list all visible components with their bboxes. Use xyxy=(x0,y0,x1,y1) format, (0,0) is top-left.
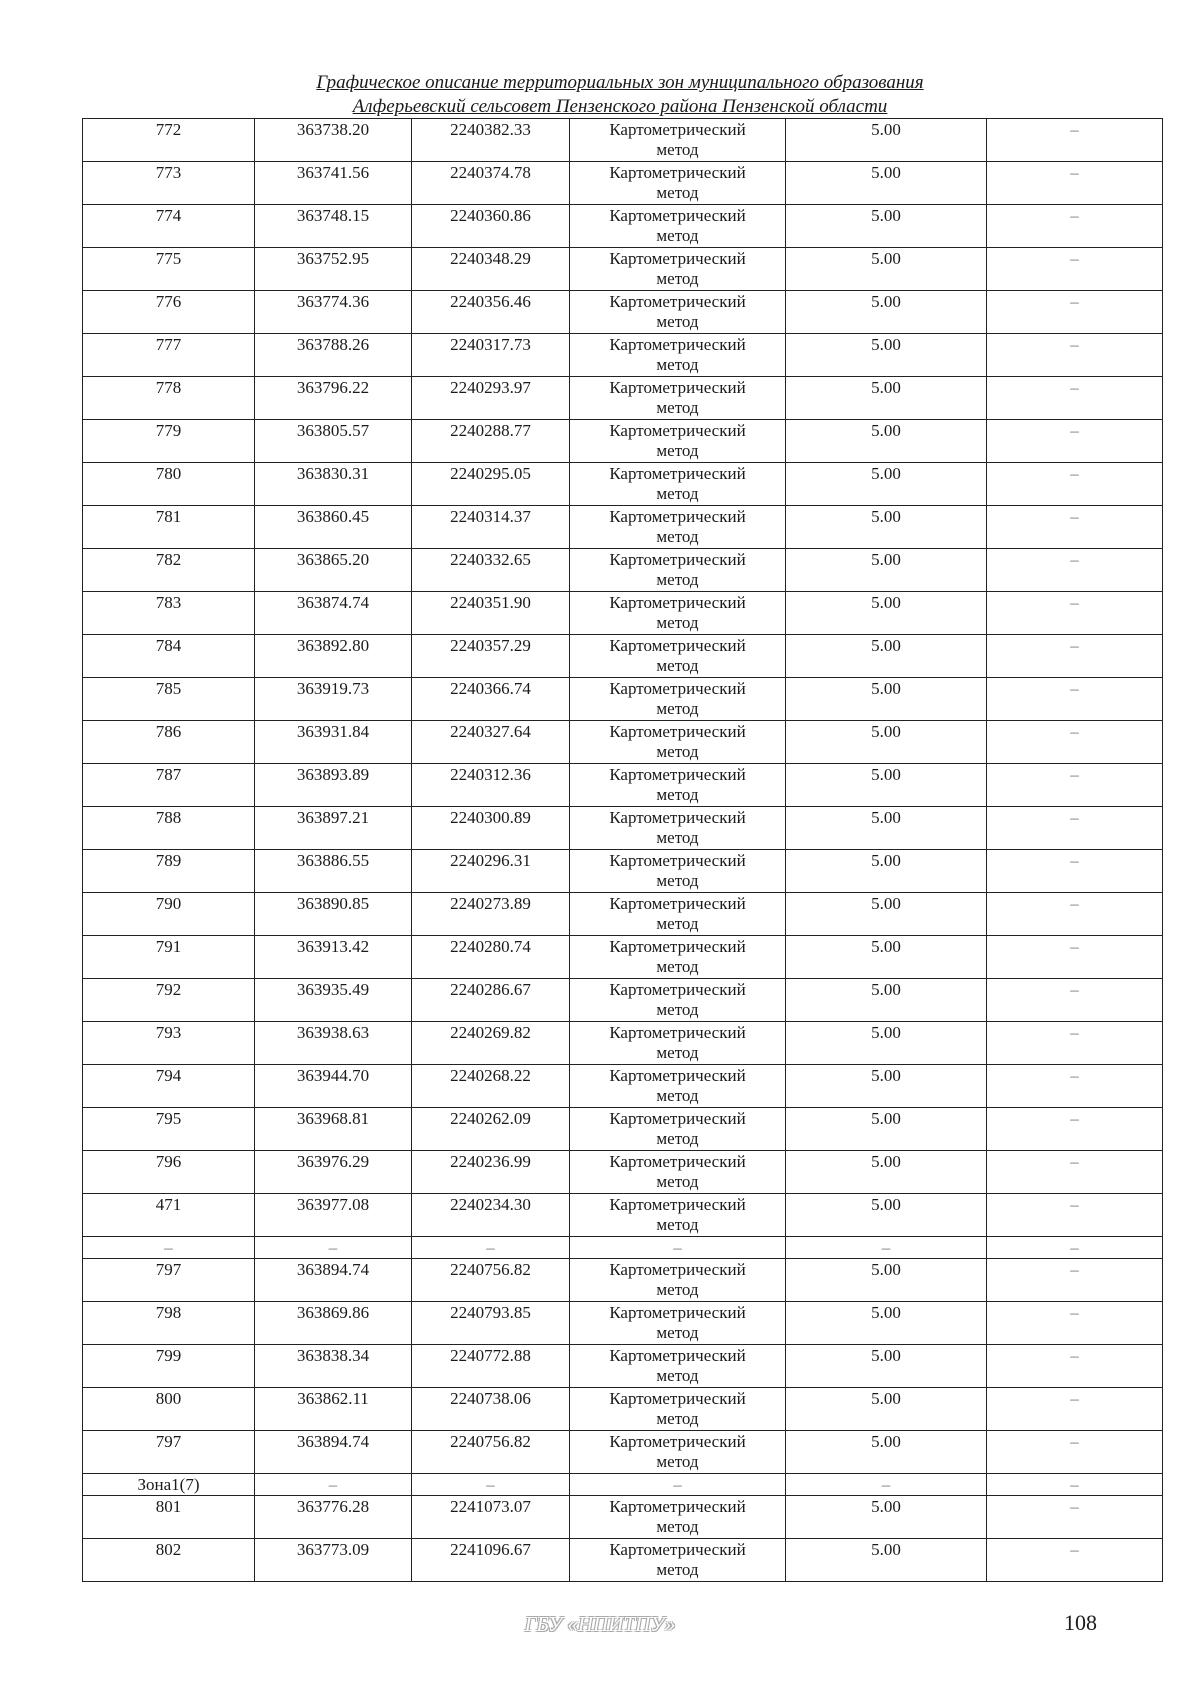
cell-coord-y: 2240317.73 xyxy=(412,334,570,377)
cell-point-number: 786 xyxy=(83,721,255,764)
cell-note: – xyxy=(987,334,1163,377)
cell-point-number: 773 xyxy=(83,162,255,205)
cell-note: – xyxy=(987,678,1163,721)
table-row xyxy=(83,334,1163,377)
cell-note: – xyxy=(987,205,1163,248)
page-number: 108 xyxy=(1064,1610,1097,1635)
cell-accuracy: 5.00 xyxy=(786,506,987,549)
table-row xyxy=(83,721,1163,764)
cell-note: – xyxy=(987,850,1163,893)
cell-coord-x: 363892.80 xyxy=(255,635,412,678)
cell-coord-y: 2240273.89 xyxy=(412,893,570,936)
cell-coord-y: 2240327.64 xyxy=(412,721,570,764)
cell-method: Картометрический метод xyxy=(570,291,786,334)
cell-coord-y: 2240300.89 xyxy=(412,807,570,850)
table-row xyxy=(83,549,1163,592)
cell-coord-y: 2240268.22 xyxy=(412,1065,570,1108)
table-row xyxy=(83,291,1163,334)
cell-coord-x: 363968.81 xyxy=(255,1108,412,1151)
cell-method: Картометрический метод xyxy=(570,1388,786,1431)
cell-note: – xyxy=(987,463,1163,506)
cell-point-number: 777 xyxy=(83,334,255,377)
cell-note: – xyxy=(987,721,1163,764)
cell-coord-x: 363788.26 xyxy=(255,334,412,377)
cell-point-number: 799 xyxy=(83,1345,255,1388)
cell-coord-x: – xyxy=(255,1474,412,1496)
cell-coord-x: 363796.22 xyxy=(255,377,412,420)
cell-coord-x: 363944.70 xyxy=(255,1065,412,1108)
cell-coord-y: 2240356.46 xyxy=(412,291,570,334)
cell-method: Картометрический метод xyxy=(570,721,786,764)
cell-point-number: 776 xyxy=(83,291,255,334)
document-title-line-2: Алферьевский сельсовет Пензенского района Пензенской области xyxy=(352,96,888,117)
cell-note: – xyxy=(987,1108,1163,1151)
cell-note: – xyxy=(987,119,1163,162)
table-row xyxy=(83,162,1163,205)
cell-point-number: Зона1(7) xyxy=(83,1474,255,1496)
cell-point-number: 783 xyxy=(83,592,255,635)
cell-point-number: 774 xyxy=(83,205,255,248)
cell-accuracy: 5.00 xyxy=(786,936,987,979)
cell-method: Картометрический метод xyxy=(570,377,786,420)
cell-note: – xyxy=(987,549,1163,592)
cell-point-number: 801 xyxy=(83,1496,255,1539)
cell-method: Картометрический метод xyxy=(570,119,786,162)
cell-coord-y: 2240360.86 xyxy=(412,205,570,248)
table-row xyxy=(83,1431,1163,1474)
cell-coord-x: 363931.84 xyxy=(255,721,412,764)
cell-note: – xyxy=(987,635,1163,678)
cell-point-number: 795 xyxy=(83,1108,255,1151)
cell-point-number: 790 xyxy=(83,893,255,936)
cell-coord-y: 2240269.82 xyxy=(412,1022,570,1065)
cell-coord-x: 363860.45 xyxy=(255,506,412,549)
cell-coord-x: 363935.49 xyxy=(255,979,412,1022)
cell-method: Картометрический метод xyxy=(570,1065,786,1108)
table-row xyxy=(83,1539,1163,1582)
cell-coord-x: 363893.89 xyxy=(255,764,412,807)
cell-coord-x: 363976.29 xyxy=(255,1151,412,1194)
cell-coord-y: 2240738.06 xyxy=(412,1388,570,1431)
cell-coord-y: 2240382.33 xyxy=(412,119,570,162)
cell-coord-x: 363890.85 xyxy=(255,893,412,936)
cell-method: Картометрический метод xyxy=(570,463,786,506)
cell-coord-y: – xyxy=(412,1237,570,1259)
cell-method: Картометрический метод xyxy=(570,850,786,893)
cell-note: – xyxy=(987,1302,1163,1345)
cell-accuracy: 5.00 xyxy=(786,1539,987,1582)
cell-accuracy: 5.00 xyxy=(786,1259,987,1302)
table-row xyxy=(83,1474,1163,1496)
cell-point-number: 798 xyxy=(83,1302,255,1345)
cell-accuracy: 5.00 xyxy=(786,1388,987,1431)
cell-coord-y: 2240295.05 xyxy=(412,463,570,506)
cell-accuracy: 5.00 xyxy=(786,635,987,678)
cell-accuracy: 5.00 xyxy=(786,248,987,291)
cell-accuracy: 5.00 xyxy=(786,764,987,807)
table-row xyxy=(83,678,1163,721)
cell-coord-y: 2240772.88 xyxy=(412,1345,570,1388)
table-row xyxy=(83,635,1163,678)
cell-coord-y: 2240756.82 xyxy=(412,1259,570,1302)
cell-note: – xyxy=(987,1065,1163,1108)
table-row xyxy=(83,1151,1163,1194)
cell-coord-y: 2240314.37 xyxy=(412,506,570,549)
table-row xyxy=(83,506,1163,549)
table-row xyxy=(83,1302,1163,1345)
cell-point-number: 787 xyxy=(83,764,255,807)
cell-accuracy: 5.00 xyxy=(786,1431,987,1474)
cell-point-number: 789 xyxy=(83,850,255,893)
table-row xyxy=(83,1259,1163,1302)
cell-note: – xyxy=(987,291,1163,334)
table-row xyxy=(83,1237,1163,1259)
cell-note: – xyxy=(987,506,1163,549)
cell-point-number: 778 xyxy=(83,377,255,420)
cell-note: – xyxy=(987,979,1163,1022)
cell-accuracy: 5.00 xyxy=(786,549,987,592)
table-row xyxy=(83,1496,1163,1539)
cell-method: Картометрический метод xyxy=(570,1151,786,1194)
cell-coord-y: 2241073.07 xyxy=(412,1496,570,1539)
cell-coord-x: 363773.09 xyxy=(255,1539,412,1582)
table-row xyxy=(83,1345,1163,1388)
cell-method: Картометрический метод xyxy=(570,506,786,549)
organization-footer: ГБУ «НПИТПУ» xyxy=(524,1612,676,1636)
cell-method: Картометрический метод xyxy=(570,1259,786,1302)
cell-coord-x: 363741.56 xyxy=(255,162,412,205)
cell-accuracy: 5.00 xyxy=(786,1496,987,1539)
cell-coord-x: 363805.57 xyxy=(255,420,412,463)
cell-coord-x: 363774.36 xyxy=(255,291,412,334)
cell-accuracy: 5.00 xyxy=(786,291,987,334)
cell-note: – xyxy=(987,1151,1163,1194)
cell-point-number: 802 xyxy=(83,1539,255,1582)
cell-accuracy: 5.00 xyxy=(786,334,987,377)
cell-note: – xyxy=(987,1431,1163,1474)
table-row xyxy=(83,463,1163,506)
cell-method: Картометрический метод xyxy=(570,807,786,850)
cell-accuracy: 5.00 xyxy=(786,979,987,1022)
cell-note: – xyxy=(987,1237,1163,1259)
cell-accuracy: – xyxy=(786,1474,987,1496)
cell-coord-x: 363938.63 xyxy=(255,1022,412,1065)
cell-coord-y: 2240262.09 xyxy=(412,1108,570,1151)
table-row xyxy=(83,807,1163,850)
cell-method: Картометрический метод xyxy=(570,1022,786,1065)
cell-note: – xyxy=(987,1345,1163,1388)
cell-note: – xyxy=(987,162,1163,205)
table-row xyxy=(83,1194,1163,1237)
cell-method: Картометрический метод xyxy=(570,1496,786,1539)
cell-accuracy: 5.00 xyxy=(786,1022,987,1065)
cell-note: – xyxy=(987,936,1163,979)
cell-accuracy: 5.00 xyxy=(786,119,987,162)
table-row xyxy=(83,592,1163,635)
cell-method: Картометрический метод xyxy=(570,205,786,248)
cell-coord-x: 363865.20 xyxy=(255,549,412,592)
cell-method: Картометрический метод xyxy=(570,1431,786,1474)
cell-accuracy: 5.00 xyxy=(786,1345,987,1388)
cell-point-number: 775 xyxy=(83,248,255,291)
cell-method: Картометрический метод xyxy=(570,248,786,291)
cell-note: – xyxy=(987,248,1163,291)
table-row xyxy=(83,1108,1163,1151)
coordinates-table xyxy=(82,118,1163,1582)
table-row xyxy=(83,205,1163,248)
table-row xyxy=(83,893,1163,936)
cell-method: Картометрический метод xyxy=(570,1194,786,1237)
cell-accuracy: 5.00 xyxy=(786,678,987,721)
cell-method: Картометрический метод xyxy=(570,592,786,635)
cell-point-number: 791 xyxy=(83,936,255,979)
cell-coord-x: 363738.20 xyxy=(255,119,412,162)
cell-coord-y: 2240366.74 xyxy=(412,678,570,721)
cell-coord-y: 2240332.65 xyxy=(412,549,570,592)
cell-accuracy: 5.00 xyxy=(786,721,987,764)
cell-coord-y: 2240351.90 xyxy=(412,592,570,635)
cell-coord-y: 2240793.85 xyxy=(412,1302,570,1345)
cell-accuracy: 5.00 xyxy=(786,1151,987,1194)
cell-note: – xyxy=(987,807,1163,850)
cell-coord-x: 363919.73 xyxy=(255,678,412,721)
cell-accuracy: 5.00 xyxy=(786,1108,987,1151)
cell-point-number: 780 xyxy=(83,463,255,506)
cell-point-number: 781 xyxy=(83,506,255,549)
cell-accuracy: 5.00 xyxy=(786,162,987,205)
cell-accuracy: 5.00 xyxy=(786,807,987,850)
cell-point-number: 800 xyxy=(83,1388,255,1431)
cell-coord-y: 2240280.74 xyxy=(412,936,570,979)
cell-coord-x: 363748.15 xyxy=(255,205,412,248)
cell-method: Картометрический метод xyxy=(570,979,786,1022)
cell-coord-y: 2240296.31 xyxy=(412,850,570,893)
cell-method: Картометрический метод xyxy=(570,162,786,205)
cell-method: Картометрический метод xyxy=(570,1108,786,1151)
cell-point-number: 471 xyxy=(83,1194,255,1237)
cell-note: – xyxy=(987,1539,1163,1582)
cell-accuracy: 5.00 xyxy=(786,893,987,936)
cell-method: Картометрический метод xyxy=(570,549,786,592)
cell-accuracy: 5.00 xyxy=(786,1065,987,1108)
cell-accuracy: 5.00 xyxy=(786,850,987,893)
cell-coord-x: 363869.86 xyxy=(255,1302,412,1345)
cell-point-number: 793 xyxy=(83,1022,255,1065)
cell-point-number: 779 xyxy=(83,420,255,463)
cell-method: – xyxy=(570,1474,786,1496)
cell-coord-x: 363862.11 xyxy=(255,1388,412,1431)
cell-note: – xyxy=(987,1474,1163,1496)
cell-coord-x: 363894.74 xyxy=(255,1431,412,1474)
cell-coord-y: 2240288.77 xyxy=(412,420,570,463)
cell-point-number: 794 xyxy=(83,1065,255,1108)
cell-coord-x: 363913.42 xyxy=(255,936,412,979)
coordinates-table-body xyxy=(83,119,1163,1582)
cell-point-number: 788 xyxy=(83,807,255,850)
cell-coord-x: 363752.95 xyxy=(255,248,412,291)
cell-method: Картометрический метод xyxy=(570,420,786,463)
cell-coord-x: 363830.31 xyxy=(255,463,412,506)
cell-coord-y: 2240236.99 xyxy=(412,1151,570,1194)
cell-point-number: 782 xyxy=(83,549,255,592)
cell-coord-y: 2240348.29 xyxy=(412,248,570,291)
cell-note: – xyxy=(987,893,1163,936)
cell-coord-y: 2240293.97 xyxy=(412,377,570,420)
table-row xyxy=(83,420,1163,463)
cell-accuracy: 5.00 xyxy=(786,205,987,248)
cell-coord-y: 2240286.67 xyxy=(412,979,570,1022)
cell-accuracy: 5.00 xyxy=(786,463,987,506)
cell-coord-x: 363886.55 xyxy=(255,850,412,893)
cell-note: – xyxy=(987,377,1163,420)
cell-note: – xyxy=(987,592,1163,635)
cell-method: – xyxy=(570,1237,786,1259)
cell-coord-y: 2240357.29 xyxy=(412,635,570,678)
table-row xyxy=(83,1388,1163,1431)
cell-coord-x: 363874.74 xyxy=(255,592,412,635)
cell-coord-y: – xyxy=(412,1474,570,1496)
cell-note: – xyxy=(987,764,1163,807)
cell-coord-y: 2240234.30 xyxy=(412,1194,570,1237)
cell-coord-x: 363776.28 xyxy=(255,1496,412,1539)
table-row xyxy=(83,764,1163,807)
table-row xyxy=(83,936,1163,979)
cell-accuracy: – xyxy=(786,1237,987,1259)
cell-method: Картометрический метод xyxy=(570,1539,786,1582)
cell-coord-y: 2240756.82 xyxy=(412,1431,570,1474)
cell-note: – xyxy=(987,1388,1163,1431)
cell-coord-x: 363897.21 xyxy=(255,807,412,850)
cell-point-number: 792 xyxy=(83,979,255,1022)
table-row xyxy=(83,1022,1163,1065)
cell-point-number: 772 xyxy=(83,119,255,162)
cell-point-number: 797 xyxy=(83,1259,255,1302)
cell-point-number: 785 xyxy=(83,678,255,721)
cell-method: Картометрический метод xyxy=(570,1345,786,1388)
cell-point-number: 797 xyxy=(83,1431,255,1474)
cell-note: – xyxy=(987,1022,1163,1065)
table-row xyxy=(83,1065,1163,1108)
cell-method: Картометрический метод xyxy=(570,893,786,936)
cell-accuracy: 5.00 xyxy=(786,1194,987,1237)
table-row xyxy=(83,850,1163,893)
cell-coord-x: – xyxy=(255,1237,412,1259)
table-row xyxy=(83,377,1163,420)
cell-coord-y: 2241096.67 xyxy=(412,1539,570,1582)
table-row xyxy=(83,119,1163,162)
cell-method: Картометрический метод xyxy=(570,1302,786,1345)
cell-note: – xyxy=(987,1496,1163,1539)
document-title-line-1: Графическое описание территориальных зон муниципального образования xyxy=(316,72,924,93)
cell-note: – xyxy=(987,1194,1163,1237)
cell-coord-x: 363894.74 xyxy=(255,1259,412,1302)
cell-note: – xyxy=(987,420,1163,463)
cell-note: – xyxy=(987,1259,1163,1302)
cell-point-number: – xyxy=(83,1237,255,1259)
cell-accuracy: 5.00 xyxy=(786,377,987,420)
table-row xyxy=(83,979,1163,1022)
cell-accuracy: 5.00 xyxy=(786,592,987,635)
cell-coord-y: 2240312.36 xyxy=(412,764,570,807)
cell-method: Картометрический метод xyxy=(570,635,786,678)
cell-coord-x: 363838.34 xyxy=(255,1345,412,1388)
cell-method: Картометрический метод xyxy=(570,936,786,979)
cell-method: Картометрический метод xyxy=(570,678,786,721)
table-row xyxy=(83,248,1163,291)
cell-accuracy: 5.00 xyxy=(786,1302,987,1345)
cell-point-number: 784 xyxy=(83,635,255,678)
cell-coord-x: 363977.08 xyxy=(255,1194,412,1237)
cell-method: Картометрический метод xyxy=(570,764,786,807)
cell-method: Картометрический метод xyxy=(570,334,786,377)
cell-point-number: 796 xyxy=(83,1151,255,1194)
cell-accuracy: 5.00 xyxy=(786,420,987,463)
cell-coord-y: 2240374.78 xyxy=(412,162,570,205)
